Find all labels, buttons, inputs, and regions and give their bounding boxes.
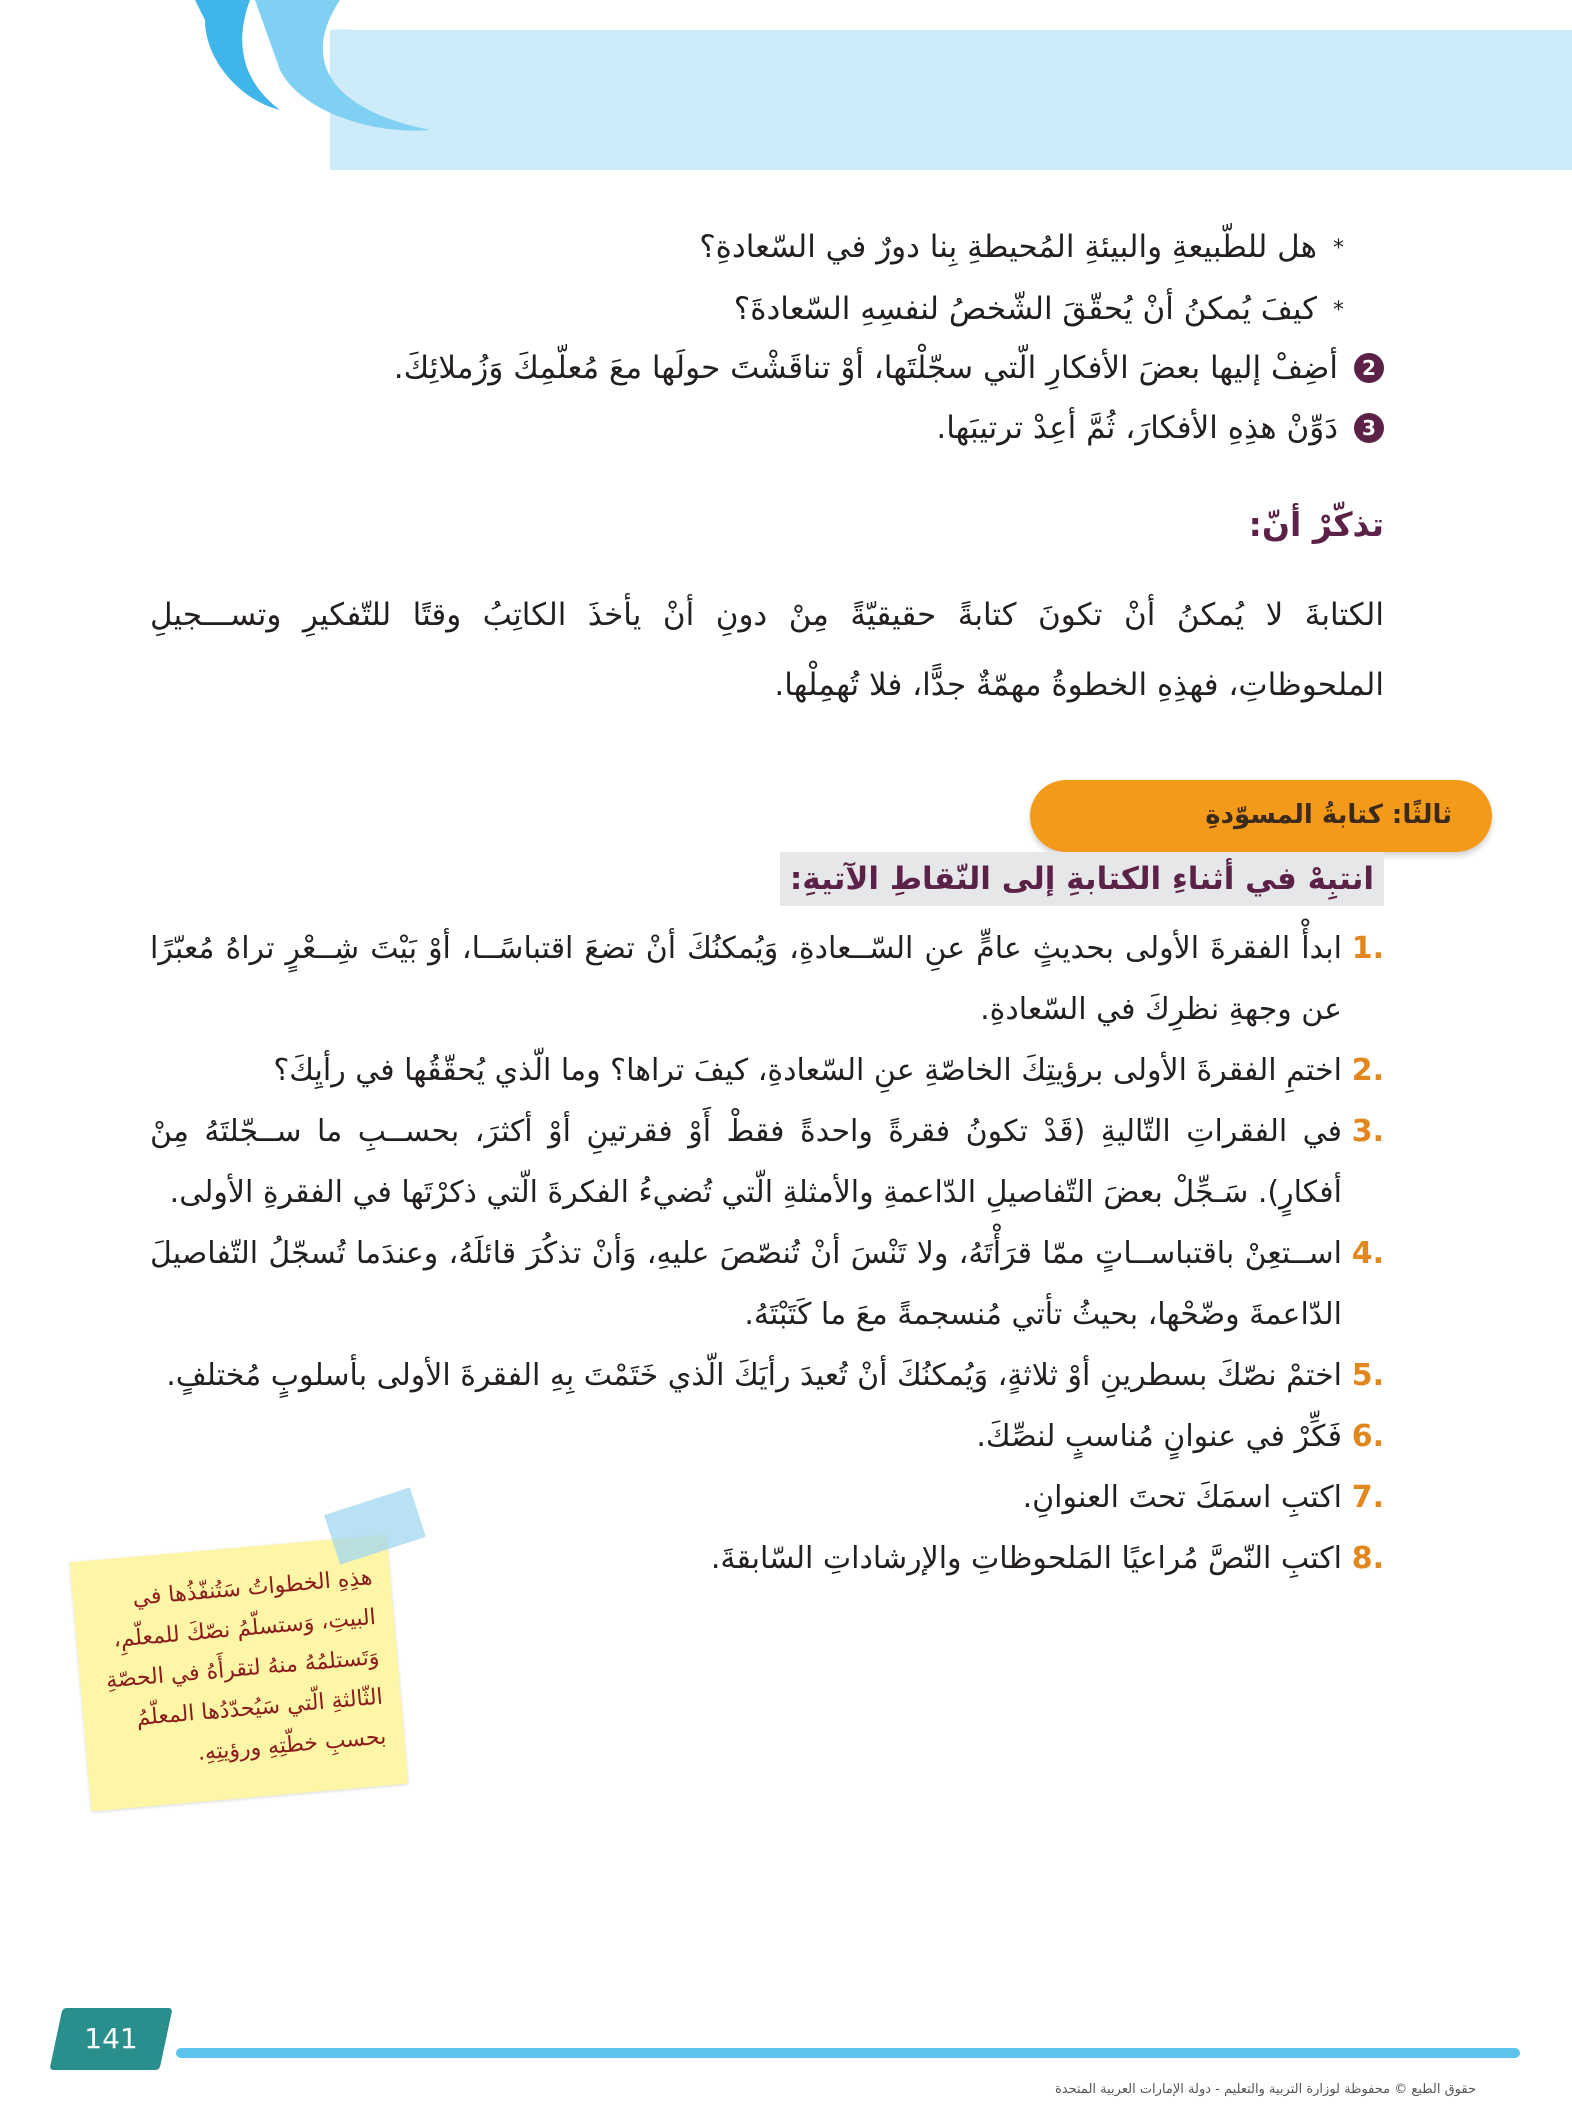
list-item-text: اختمْ نصّكَ بسطرينِ أوْ ثلاثةٍ، وَيُمكنُكَ أنْ تُعيدَ رأيَكَ الّذي خَتَمْتَ بِهِ الفقرةَ الأولى بأسلوبٍ مُختلفٍ. xyxy=(166,1358,1342,1393)
step-number-badge: 2 xyxy=(1354,353,1384,383)
question-1-text: هل للطّبيعةِ والبيئةِ المُحيطةِ بِنا دورٌ في السّعادةِ؟ xyxy=(699,229,1317,265)
bullet-star-icon: * xyxy=(1333,297,1344,323)
sticky-note xyxy=(70,1535,409,1812)
section-pill xyxy=(1030,780,1492,852)
writing-steps-list xyxy=(150,918,1384,1589)
list-item-number: .1 xyxy=(1351,931,1384,966)
section-label: ثالثًا: كتابةُ المسوّدةِ xyxy=(1205,800,1452,830)
question-1 xyxy=(699,225,1344,271)
list-item-number: .2 xyxy=(1351,1053,1384,1088)
list-item-text: فَكِّرْ في عنوانٍ مُناسبٍ لنصِّكَ. xyxy=(976,1419,1342,1454)
list-item-text: في الفقراتِ التّاليةِ (قَدْ تكونُ فقرةً واحدةً فقطْ أَوْ فقرتينِ أوْ أكثرَ، بحســبِ ما ســجّلتَهُ مِنْ أفكارٍ). سَـجِّلْ بعضَ التّفاصيلِ الدّاعمةِ والأمثلةِ الّتي تُضيءُ الفكرةَ الّتي ذكرْتَها في الفقرةِ الأولى. xyxy=(150,1114,1342,1210)
list-item xyxy=(150,1101,1384,1223)
list-item-text: اســتعِنْ باقتباســاتٍ ممّا قرَأْتَهُ، ولا تَنْسَ أنْ تُنصّصَ عليهِ، وَأنْ تذكُرَ قائلَهُ، وعندَما تُسجّلُ التّفاصيلَ الدّاعمةَ وضّحْها، بحيثُ تأتي مُنسجمةً معَ ما كَتَبْتَهُ. xyxy=(150,1236,1342,1332)
list-item-number: .6 xyxy=(1351,1419,1384,1454)
step-3 xyxy=(936,405,1384,451)
copyright-text: حقوق الطبع © محفوظة لوزارة التربية والتعليم - دولة الإمارات العربية المتحدة xyxy=(1054,2082,1476,2097)
remember-title: تذكّرْ أنّ: xyxy=(1248,505,1384,544)
remember-body: الكتابةَ لا يُمكنُ أنْ تكونَ كتابةً حقيقيّةً مِنْ دونِ أنْ يأخذَ الكاتِبُ وقتًا للتّفكيرِ وتســـجيلِ الملحوظاتِ، فهذِهِ الخطوةُ مهمّةٌ جدًّا، فلا تُهمِلْها. xyxy=(150,597,1384,703)
footer-line xyxy=(176,2048,1520,2058)
question-2 xyxy=(734,287,1344,333)
step-2 xyxy=(394,345,1384,391)
bullet-star-icon: * xyxy=(1333,235,1344,261)
list-item xyxy=(150,1223,1384,1345)
step-2-text: أضِفْ إليها بعضَ الأفكارِ الّتي سجّلْتَها، أوْ تناقَشْتَ حولَها معَ مُعلّمِكَ وَزُملائِكَ. xyxy=(393,350,1338,386)
page-number: 141 xyxy=(84,2022,138,2055)
step-number-badge: 3 xyxy=(1354,413,1384,443)
list-item-number: .8 xyxy=(1351,1541,1384,1576)
list-item-number: .7 xyxy=(1351,1480,1384,1515)
list-item-number: .4 xyxy=(1351,1236,1384,1271)
list-item xyxy=(150,918,1384,1040)
header-band xyxy=(0,0,1572,170)
list-item-text: اكتبِ اسمَكَ تحتَ العنوانِ. xyxy=(1022,1480,1342,1515)
list-item xyxy=(150,1040,1384,1101)
question-2-text: كيفَ يُمكنُ أنْ يُحقّقَ الشّخصُ لنفسِهِ السّعادةَ؟ xyxy=(733,291,1317,327)
list-item xyxy=(150,1406,1384,1467)
step-3-text: دَوِّنْ هذِهِ الأفكارَ، ثُمَّ أعِدْ ترتيبَها. xyxy=(936,410,1338,446)
list-item-text: اكتبِ النّصَّ مُراعيًا المَلحوظاتِ والإرشاداتِ السّابقةَ. xyxy=(710,1541,1342,1576)
list-item xyxy=(150,1345,1384,1406)
sticky-note-text: هذِهِ الخطواتُ سَتُنفّذُها في البيتِ، وَستسلّمُ نصّكَ للمعلّمِ، وَتَستلمُهُ منهُ لتقرأَهُ في الحصّةِ الثّالثةِ الّتي سَيُحدّدُها المعلّمُ بحسبِ خطّتِهِ ورؤيتِهِ. xyxy=(105,1565,388,1766)
list-item-number: .5 xyxy=(1351,1358,1384,1393)
attention-heading: انتبِهْ في أثناءِ الكتابةِ إلى النّقاطِ الآتيةِ: xyxy=(780,852,1384,906)
list-item-text: ابدأْ الفقرةَ الأولى بحديثٍ عامٍّ عنِ السّــعادةِ، وَيُمكنُكَ أنْ تضعَ اقتباسًــا، أوْ بَيْتَ شِــعْرٍ تراهُ مُعبّرًا عن وجهةِ نظرِكَ في السّعادةِ. xyxy=(150,931,1342,1027)
list-item-text: اختمِ الفقرةَ الأولى برؤيتِكَ الخاصّةِ عنِ السّعادةِ، كيفَ تراها؟ وما الّذي يُحقّقُها في رأيِكَ؟ xyxy=(273,1053,1342,1088)
list-item-number: .3 xyxy=(1351,1114,1384,1149)
